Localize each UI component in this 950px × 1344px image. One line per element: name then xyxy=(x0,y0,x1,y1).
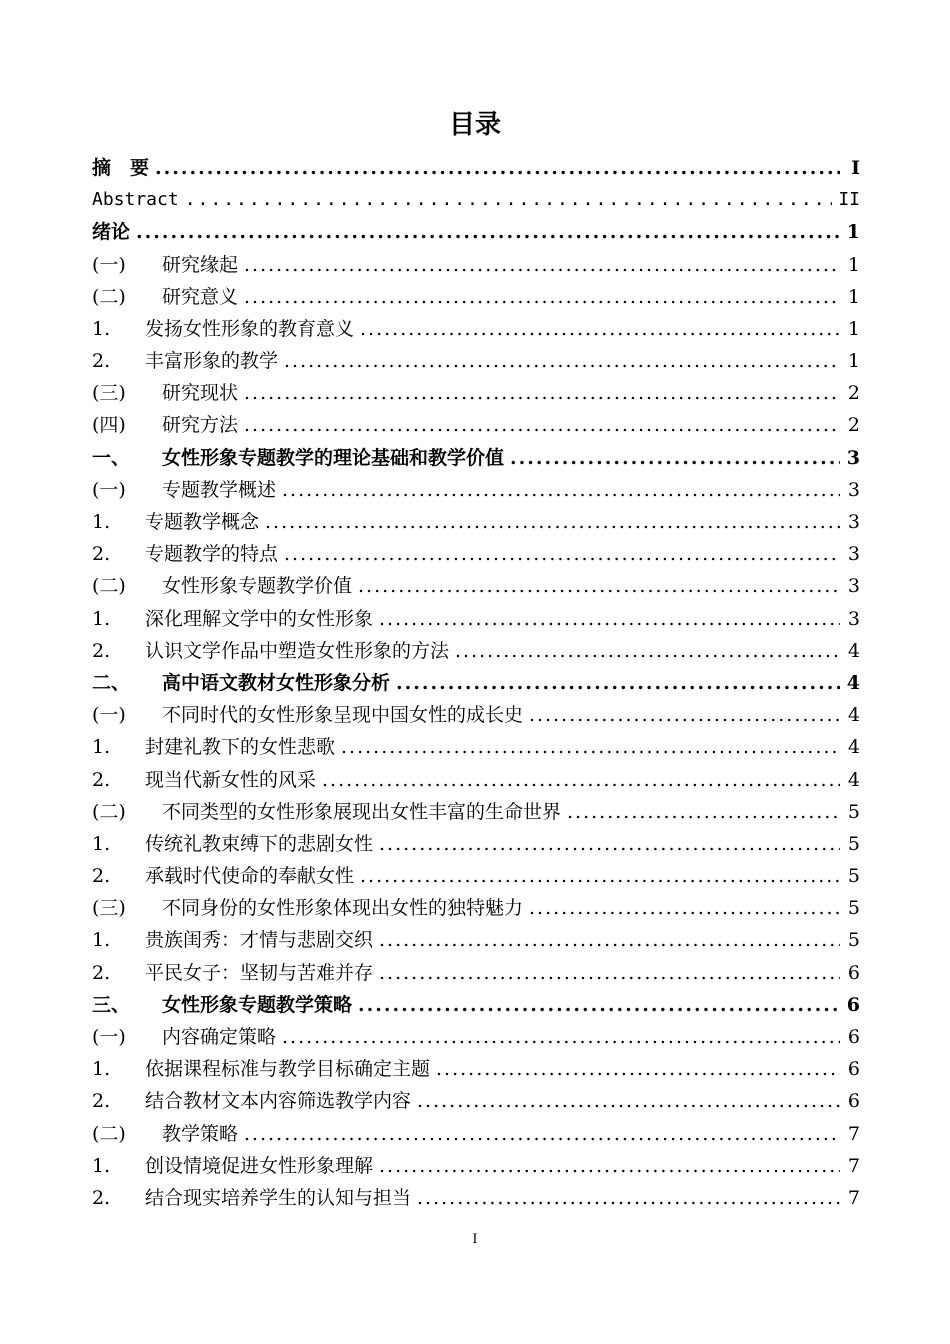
toc-dot-leader xyxy=(185,184,833,216)
toc-entry[interactable] xyxy=(92,667,860,699)
toc-entry[interactable] xyxy=(92,377,860,409)
toc-entry[interactable] xyxy=(92,281,860,313)
toc-dot-leader xyxy=(282,474,840,506)
toc-entry-title: 现当代新女性的风采 xyxy=(145,768,317,791)
toc-entry-title: 深化理解文学中的女性形象 xyxy=(145,607,374,630)
toc-entry-title: 研究现状 xyxy=(162,382,239,405)
toc-entry-page: 4 xyxy=(847,704,860,727)
toc-entry-page: 1 xyxy=(847,317,860,340)
toc-entry[interactable] xyxy=(92,152,860,184)
toc-entry-number: (一) xyxy=(92,253,126,276)
toc-entry[interactable] xyxy=(92,989,860,1021)
toc-entry-title: 不同时代的女性形象呈现中国女性的成长史 xyxy=(162,704,524,727)
toc-entry-number: 2. xyxy=(92,639,111,662)
toc-entry-page: 1 xyxy=(847,350,860,373)
toc-dot-leader xyxy=(341,731,840,763)
toc-entry-number: 2. xyxy=(92,768,111,791)
toc-dot-leader xyxy=(379,828,840,860)
toc-dot-leader xyxy=(417,1182,840,1214)
toc-entry-page: 5 xyxy=(847,929,860,952)
toc-entry-number: 1. xyxy=(92,317,111,340)
toc-entry-title: Abstract xyxy=(92,189,179,211)
toc-entry-page: 1 xyxy=(847,253,860,276)
toc-dot-leader xyxy=(358,989,840,1021)
toc-entry-title: 结合教材文本内容筛选教学内容 xyxy=(145,1090,412,1113)
toc-entry-title: 专题教学的特点 xyxy=(145,543,279,566)
toc-entry-page: 1 xyxy=(847,285,860,308)
toc-dot-leader xyxy=(455,635,840,667)
toc-entry[interactable] xyxy=(92,1021,860,1053)
toc-entry[interactable] xyxy=(92,860,860,892)
toc-entry-page: 2 xyxy=(847,382,860,405)
toc-entry-page: 5 xyxy=(847,865,860,888)
toc-entry-number: 2. xyxy=(92,865,111,888)
toc-entry[interactable] xyxy=(92,828,860,860)
toc-dot-leader xyxy=(284,538,840,570)
toc-entry-page: 7 xyxy=(847,1122,860,1145)
toc-entry-title: 丰富形象的教学 xyxy=(145,350,279,373)
toc-entry-number: 1. xyxy=(92,1154,111,1177)
toc-entry-page: 5 xyxy=(847,832,860,855)
toc-entry-page: II xyxy=(838,189,860,211)
toc-dot-leader xyxy=(265,506,840,538)
toc-entry-page: 3 xyxy=(847,511,860,534)
toc-dot-leader xyxy=(155,152,840,184)
toc-entry-page: 3 xyxy=(847,575,860,598)
toc-dot-leader xyxy=(284,345,840,377)
toc-entry-number: (二) xyxy=(92,800,126,823)
toc-entry-title: 贵族闺秀：才情与悲剧交织 xyxy=(145,929,374,952)
toc-entry-title: 女性形象专题教学策略 xyxy=(162,993,353,1016)
toc-entry-number: 1. xyxy=(92,1058,111,1081)
toc-entry-title: 结合现实培养学生的认知与担当 xyxy=(145,1186,412,1209)
toc-dot-leader xyxy=(136,216,840,248)
toc-entry[interactable] xyxy=(92,184,860,216)
toc-entry-title: 不同类型的女性形象展现出女性丰富的生命世界 xyxy=(162,800,562,823)
toc-dot-leader xyxy=(244,281,840,313)
toc-dot-leader xyxy=(379,1150,840,1182)
toc-entry-number: 1. xyxy=(92,832,111,855)
toc-entry-number: 1. xyxy=(92,929,111,952)
toc-dot-leader xyxy=(244,249,840,281)
toc-entry-page: 7 xyxy=(847,1186,860,1209)
toc-dot-leader xyxy=(358,570,840,602)
toc-entry-page: 4 xyxy=(847,639,860,662)
toc-entry[interactable] xyxy=(92,699,860,731)
toc-entry-page: 4 xyxy=(847,736,860,759)
toc-entry-title: 依据课程标准与教学目标确定主题 xyxy=(145,1058,431,1081)
toc-entry[interactable] xyxy=(92,410,860,442)
toc-entry-title: 研究缘起 xyxy=(162,253,239,276)
toc-entry-number: 一、 xyxy=(92,446,131,469)
toc-entry-page: 5 xyxy=(847,800,860,823)
toc-entry[interactable] xyxy=(92,731,860,763)
toc-entry-title: 认识文学作品中塑造女性形象的方法 xyxy=(145,639,450,662)
toc-entry-title: 发扬女性形象的教育意义 xyxy=(145,317,355,340)
toc-entry-number: 1. xyxy=(92,511,111,534)
toc-entry-title: 摘 要 xyxy=(92,156,150,179)
toc-dot-leader xyxy=(417,1085,840,1117)
toc-dot-leader xyxy=(360,313,840,345)
toc-entry[interactable] xyxy=(92,1053,860,1085)
toc-entry-title: 创设情境促进女性形象理解 xyxy=(145,1154,374,1177)
toc-dot-leader xyxy=(396,667,840,699)
toc-entry-page: 6 xyxy=(847,961,860,984)
toc-dot-leader xyxy=(379,924,840,956)
toc-entry-title: 女性形象专题教学的理论基础和教学价值 xyxy=(162,446,505,469)
toc-dot-leader xyxy=(529,699,840,731)
toc-entry[interactable] xyxy=(92,345,860,377)
toc-entry-page: 7 xyxy=(847,1154,860,1177)
toc-entry-number: 2. xyxy=(92,961,111,984)
toc-entry-number: 2. xyxy=(92,1090,111,1113)
toc-entry-number: 三、 xyxy=(92,993,131,1016)
toc-entry-page: 4 xyxy=(847,768,860,791)
toc-entry-page: 6 xyxy=(847,1090,860,1113)
toc-entry-number: (一) xyxy=(92,1026,126,1049)
toc-entry[interactable] xyxy=(92,474,860,506)
toc-entry-title: 传统礼教束缚下的悲剧女性 xyxy=(145,832,374,855)
toc-entry-number: (三) xyxy=(92,897,126,920)
toc-entry[interactable] xyxy=(92,249,860,281)
toc-entry-number: (四) xyxy=(92,414,126,437)
toc-entry-page: 4 xyxy=(846,671,860,694)
toc-entry-page: I xyxy=(851,156,860,179)
toc-entry-number: (一) xyxy=(92,478,126,501)
toc-entry[interactable] xyxy=(92,570,860,602)
toc-entry-title: 教学策略 xyxy=(162,1122,239,1145)
toc-entry-page: 5 xyxy=(847,897,860,920)
toc-dot-leader xyxy=(436,1053,840,1085)
toc-entry-number: 1. xyxy=(92,736,111,759)
toc-entry[interactable] xyxy=(92,1182,860,1214)
toc-dot-leader xyxy=(379,957,840,989)
toc-entry-number: (三) xyxy=(92,382,126,405)
toc-entry[interactable] xyxy=(92,442,860,474)
page-title: 目录 xyxy=(448,110,501,140)
toc-entry-number: (二) xyxy=(92,1122,126,1145)
toc-entry-page: 6 xyxy=(846,993,860,1016)
toc-dot-leader xyxy=(244,1118,840,1150)
toc-entry-number: 2. xyxy=(92,543,111,566)
toc-entry-title: 承载时代使命的奉献女性 xyxy=(145,865,355,888)
toc-entry[interactable] xyxy=(92,1085,860,1117)
toc-entry-number: 1. xyxy=(92,607,111,630)
toc-dot-leader xyxy=(379,603,840,635)
table-of-contents xyxy=(92,152,860,1214)
toc-entry-number: 2. xyxy=(92,1186,111,1209)
toc-entry-title: 内容确定策略 xyxy=(162,1026,277,1049)
toc-entry[interactable] xyxy=(92,313,860,345)
toc-dot-leader xyxy=(244,377,840,409)
toc-entry-title: 女性形象专题教学价值 xyxy=(162,575,353,598)
toc-entry[interactable] xyxy=(92,892,860,924)
toc-entry-number: (二) xyxy=(92,285,126,308)
toc-dot-leader xyxy=(529,892,840,924)
toc-entry-title: 封建礼教下的女性悲歌 xyxy=(145,736,336,759)
toc-entry-page: 3 xyxy=(847,543,860,566)
toc-entry-page: 1 xyxy=(846,221,860,244)
toc-entry-page: 3 xyxy=(847,607,860,630)
toc-entry[interactable] xyxy=(92,925,860,957)
toc-dot-leader xyxy=(567,796,840,828)
toc-dot-leader xyxy=(282,1021,840,1053)
toc-entry-number: 二、 xyxy=(92,671,131,694)
toc-entry-title: 不同身份的女性形象体现出女性的独特魅力 xyxy=(162,897,524,920)
toc-entry-number: (一) xyxy=(92,704,126,727)
toc-entry[interactable] xyxy=(92,796,860,828)
toc-entry[interactable] xyxy=(92,603,860,635)
toc-entry-title: 专题教学概述 xyxy=(162,478,277,501)
toc-entry[interactable] xyxy=(92,1118,860,1150)
toc-dot-leader xyxy=(510,442,840,474)
toc-dot-leader xyxy=(360,860,840,892)
toc-dot-leader xyxy=(244,409,840,441)
toc-dot-leader xyxy=(322,764,840,796)
toc-entry-title: 专题教学概念 xyxy=(145,511,260,534)
toc-entry[interactable] xyxy=(92,538,860,570)
toc-entry-page: 6 xyxy=(847,1058,860,1081)
toc-entry-page: 6 xyxy=(847,1026,860,1049)
toc-entry-page: 3 xyxy=(846,446,860,469)
toc-entry[interactable] xyxy=(92,635,860,667)
toc-entry-title: 绪论 xyxy=(92,221,131,244)
toc-entry-title: 高中语文教材女性形象分析 xyxy=(162,671,391,694)
toc-entry[interactable] xyxy=(92,216,860,248)
toc-entry-page: 2 xyxy=(847,414,860,437)
toc-entry-number: (二) xyxy=(92,575,126,598)
toc-entry-number: 2. xyxy=(92,350,111,373)
toc-entry-title: 研究意义 xyxy=(162,285,239,308)
toc-entry-page: 3 xyxy=(847,478,860,501)
page-number-footer: I xyxy=(472,1232,478,1247)
toc-entry[interactable] xyxy=(92,506,860,538)
toc-entry-title: 研究方法 xyxy=(162,414,239,437)
toc-entry[interactable] xyxy=(92,957,860,989)
toc-entry[interactable] xyxy=(92,1150,860,1182)
toc-entry[interactable] xyxy=(92,764,860,796)
toc-entry-title: 平民女子：坚韧与苦难并存 xyxy=(145,961,374,984)
